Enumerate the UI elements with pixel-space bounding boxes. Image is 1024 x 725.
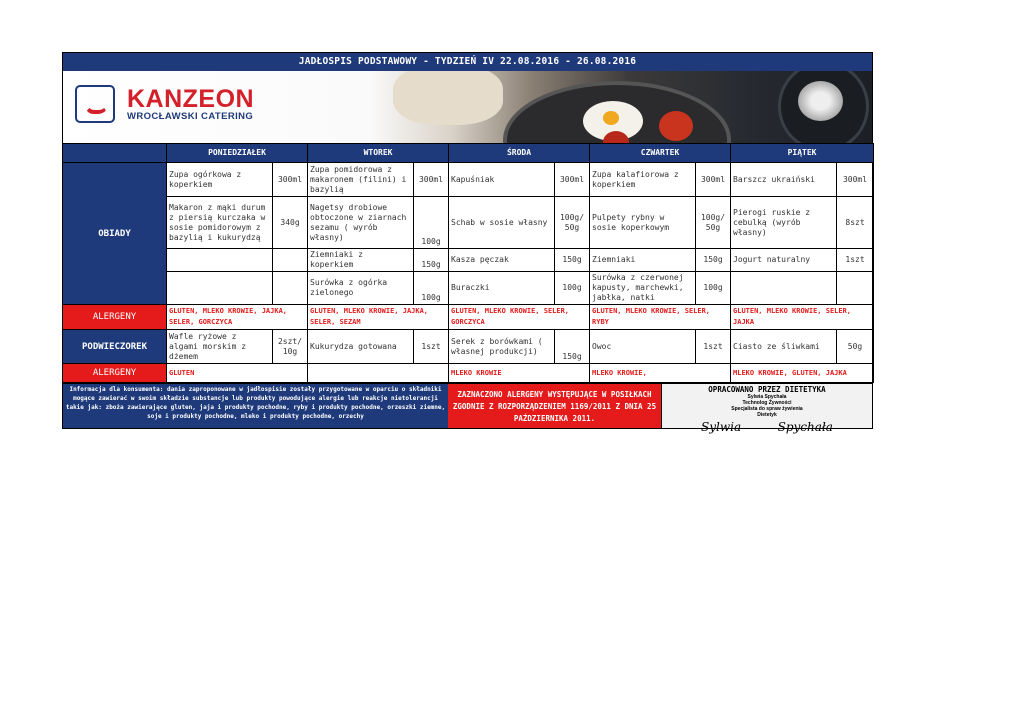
qty-cell: 50g: [837, 330, 874, 364]
qty-cell: 1szt: [837, 249, 874, 272]
dietitian-role: Technolog Żywności: [742, 400, 792, 406]
consumer-info: Informacja dla konsumenta: dania zaproponowane w jadłospisie zostały przygotowane w oparciu o składniki mogące zawierać w swoim składzie substancje lub produkty powodujące alergie lub reakcje nietolerancji takie jak: zboża zawierające gluten, jaja i produkty pochodne, ryby i produkty pochodne, orzeszki ziemne, soje i produkty pochodne, mleko i produkty pochodne, orzechy: [63, 384, 448, 428]
podwieczorek-row: [63, 330, 874, 364]
qty-cell: 340g: [273, 197, 308, 249]
dish-cell: Barszcz ukraiński: [731, 163, 837, 197]
yolk-image: [603, 111, 619, 125]
qty-cell: 100g: [414, 272, 449, 305]
qty-cell: 2szt/ 10g: [273, 330, 308, 364]
footer: [63, 383, 872, 434]
dietitian-role: Dietetyk: [757, 412, 777, 418]
dietitian-box: [661, 384, 872, 434]
allergen-cell: [308, 364, 449, 383]
alergeny-row-podwieczorek: [63, 364, 874, 383]
dish-cell: Pulpety rybny w sosie koperkowym: [590, 197, 696, 249]
dish-cell: Wafle ryżowe z algami morskim z dżemem: [167, 330, 273, 364]
allergen-cell: GLUTEN, MLEKO KROWIE, SELER, RYBY: [590, 305, 731, 330]
menu-table: [62, 143, 874, 383]
allergen-cell: MLEKO KROWIE,: [590, 364, 731, 383]
logo-icon: [75, 85, 115, 123]
allergen-cell: GLUTEN, MLEKO KROWIE, JAJKA, SELER, GORCZYCA: [167, 305, 308, 330]
qty-cell: 1szt: [414, 330, 449, 364]
qty-cell: 100g/ 50g: [696, 197, 731, 249]
qty-cell: 150g: [414, 249, 449, 272]
dietitian-role: Specjalista do spraw żywienia: [731, 406, 803, 412]
alergeny-row-obiady: [63, 305, 874, 330]
dish-cell: Jogurt naturalny: [731, 249, 837, 272]
qty-cell: 150g: [555, 249, 590, 272]
qty-cell: 8szt: [837, 197, 874, 249]
dish-cell: Owoc: [590, 330, 696, 364]
signature: Spychała: [777, 420, 833, 434]
day-header-row: [63, 144, 874, 163]
podwieczorek-label: PODWIECZOREK: [63, 330, 167, 364]
qty-cell: 150g: [555, 330, 590, 364]
signature: Sylwia: [701, 420, 742, 434]
qty-cell: 300ml: [837, 163, 874, 197]
qty-cell: 300ml: [555, 163, 590, 197]
qty-cell: [837, 272, 874, 305]
header-banner: [63, 71, 872, 143]
dietitian-name: Sylwia Spychała: [747, 394, 787, 400]
allergen-cell: MLEKO KROWIE, GLUTEN, JAJKA: [731, 364, 874, 383]
dish-cell: Kapuśniak: [449, 163, 555, 197]
qty-cell: 100g/ 50g: [555, 197, 590, 249]
obiady-row-main: [63, 197, 874, 249]
dish-cell: [167, 272, 273, 305]
dish-cell: Ziemniaki: [590, 249, 696, 272]
dish-cell: Schab w sosie własny: [449, 197, 555, 249]
logo-name: KANZEON: [127, 84, 255, 113]
logo: [75, 85, 254, 123]
page-title: JADŁOSPIS PODSTAWOWY - TYDZIEŃ IV 22.08.2016 - 26.08.2016: [63, 53, 872, 71]
day-header: ŚRODA: [449, 144, 590, 163]
logo-subtitle: WROCŁAWSKI CATERING: [127, 110, 254, 122]
qty-cell: 300ml: [273, 163, 308, 197]
allergen-notice: ZAZNACZONO ALERGENY WYSTĘPUJĄCE W POSIŁKACH ZGODNIE Z ROZPORZĄDZENIEM 1169/2011 Z DNIA 25 PAŹDZIERNIKA 2011.: [448, 384, 661, 428]
allergen-cell: GLUTEN, MLEKO KROWIE, SELER, GORCZYCA: [449, 305, 590, 330]
day-header: CZWARTEK: [590, 144, 731, 163]
qty-cell: 1szt: [696, 330, 731, 364]
dish-cell: Surówka z ogórka zielonego: [308, 272, 414, 305]
header-empty: [63, 144, 167, 163]
day-header: PIĄTEK: [731, 144, 874, 163]
qty-cell: 100g: [696, 272, 731, 305]
dish-cell: Makaron z mąki durum z piersią kurczaka w sosie pomidorowym z bazylią i kukurydzą: [167, 197, 273, 249]
bread-image: [393, 71, 503, 125]
allergen-cell: GLUTEN, MLEKO KROWIE, SELER, JAJKA: [731, 305, 874, 330]
dish-cell: Ziemniaki z koperkiem: [308, 249, 414, 272]
obiady-label: OBIADY: [63, 163, 167, 305]
alergeny-label: ALERGENY: [63, 305, 167, 330]
dish-cell: Pierogi ruskie z cebulką (wyrób własny): [731, 197, 837, 249]
obiady-row-soup: [63, 163, 874, 197]
dish-cell: Zupa pomidorowa z makaronem (filini) i bazylią: [308, 163, 414, 197]
dish-cell: Ciasto ze śliwkami: [731, 330, 837, 364]
dish-cell: Buraczki: [449, 272, 555, 305]
qty-cell: [273, 272, 308, 305]
allergen-cell: MLEKO KROWIE: [449, 364, 590, 383]
dietitian-title: OPRACOWANO PRZEZ DIETETYKA: [708, 385, 826, 394]
dish-cell: [731, 272, 837, 305]
qty-cell: 300ml: [414, 163, 449, 197]
dish-cell: Kukurydza gotowana: [308, 330, 414, 364]
allergen-cell: GLUTEN, MLEKO KROWIE, JAJKA, SELER, SEZAM: [308, 305, 449, 330]
menu-sheet: [62, 52, 873, 434]
dish-cell: Kasza pęczak: [449, 249, 555, 272]
obiady-row-side: [63, 249, 874, 272]
qty-cell: 100g: [414, 197, 449, 249]
dish-cell: Zupa ogórkowa z koperkiem: [167, 163, 273, 197]
dish-cell: Nagetsy drobiowe obtoczone w ziarnach sezamu ( wyrób własny): [308, 197, 414, 249]
dish-cell: Zupa kalafiorowa z koperkiem: [590, 163, 696, 197]
alergeny-label: ALERGENY: [63, 364, 167, 383]
tomato-image: [659, 111, 693, 141]
obiady-row-salad: [63, 272, 874, 305]
salt-image: [798, 81, 843, 121]
qty-cell: [273, 249, 308, 272]
qty-cell: 150g: [696, 249, 731, 272]
dish-cell: [167, 249, 273, 272]
allergen-cell: GLUTEN: [167, 364, 308, 383]
qty-cell: 300ml: [696, 163, 731, 197]
qty-cell: 100g: [555, 272, 590, 305]
day-header: WTOREK: [308, 144, 449, 163]
day-header: PONIEDZIAŁEK: [167, 144, 308, 163]
dish-cell: Serek z borówkami ( własnej produkcji): [449, 330, 555, 364]
dish-cell: Surówka z czerwonej kapusty, marchewki, jabłka, natki: [590, 272, 696, 305]
